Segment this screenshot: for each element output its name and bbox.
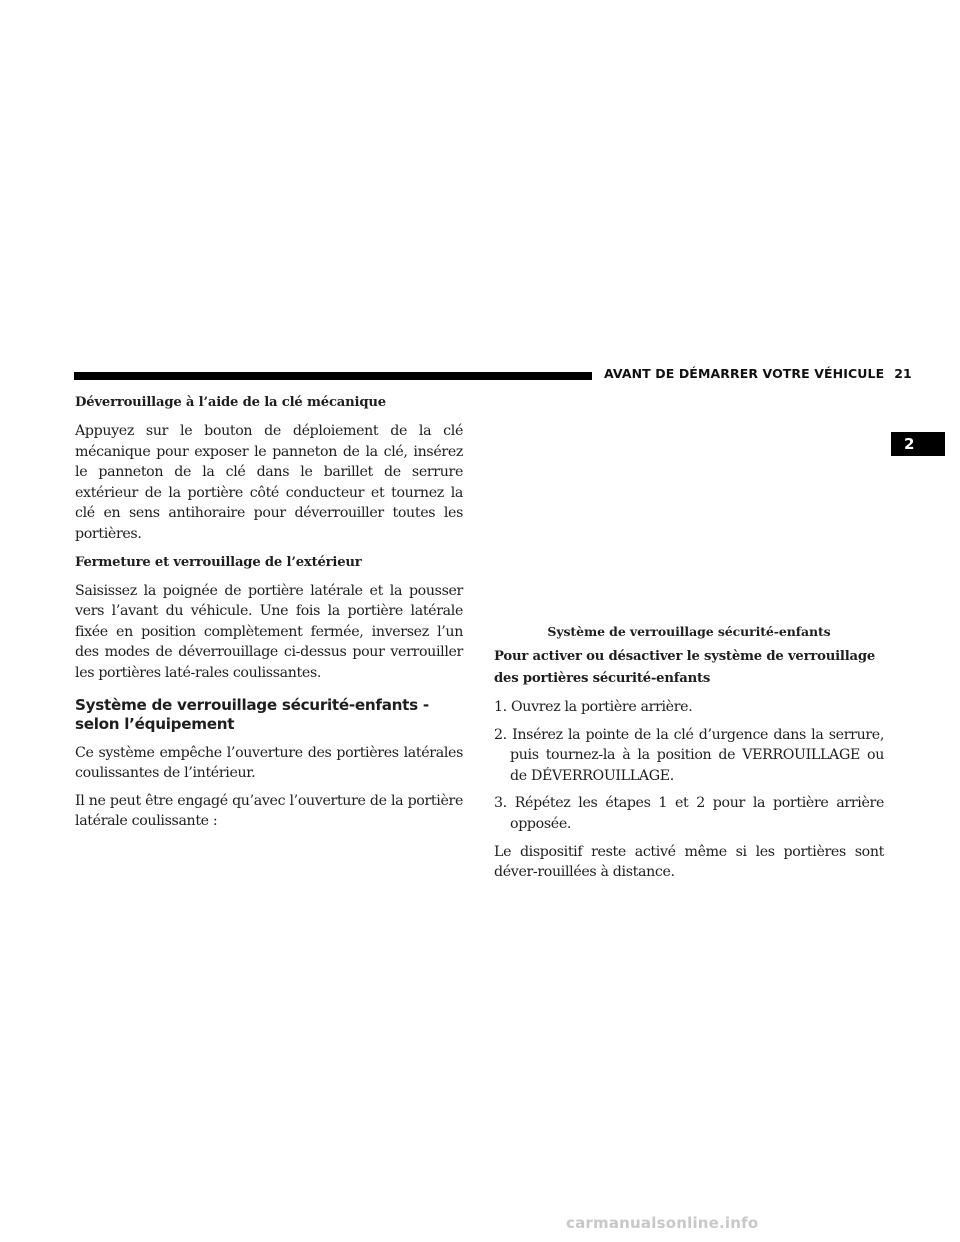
- figure-caption: Système de verrouillage sécurité-enfants: [547, 624, 831, 639]
- subheading-mechanical-key-unlock: Déverrouillage à l’aide de la clé mécanique: [75, 395, 386, 410]
- page-number: 21: [894, 366, 912, 381]
- watermark: carmanualsonline.info: [566, 1214, 759, 1232]
- section-title-child-lock: Système de verrouillage sécurité-enfants - selon l’équipement: [75, 695, 429, 733]
- paragraph: Appuyez sur le bouton de déploiement de la clé mécanique pour exposer le panneton de la clé, insérez le panneton de la clé dans le barillet de serrure extérieur de la portière côté conducteur et tournez la clé en sens antihoraire pour déverrouiller toutes les portières.: [75, 423, 463, 542]
- subheading-activate-child-lock: Pour activer ou désactiver le système de verrouillage des portières sécurité-enfants: [494, 649, 876, 686]
- paragraph: Le dispositif reste activé même si les portières sont déver-rouillées à distance.: [494, 843, 884, 881]
- step-item: 1. Ouvrez la portière arrière.: [494, 699, 693, 715]
- paragraph: Saisissez la poignée de portière latérale et la pousser vers l’avant du véhicule. Une fois la portière latérale fixée en position complètement fermée, inversez l’un des modes de déverrouillage ci-dessus pour verrouiller les portières laté-rales coulissantes.: [75, 582, 463, 681]
- step-item: 3. Répétez les étapes 1 et 2 pour la portière arrière opposée.: [494, 795, 884, 832]
- steps-list: [494, 697, 884, 835]
- right-column: [494, 624, 884, 890]
- subheading-closing-locking-outside: Fermeture et verrouillage de l’extérieur: [75, 554, 362, 570]
- step-item: 2. Insérez la pointe de la clé d’urgence dans la serrure, puis tournez-la à la position de VERROUILLAGE ou de DÉVERROUILLAGE.: [494, 726, 884, 784]
- running-header: [604, 366, 912, 381]
- paragraph: Il ne peut être engagé qu’avec l’ouverture de la portière latérale coulissante :: [75, 792, 463, 830]
- paragraph: Ce système empêche l’ouverture des portières latérales coulissantes de l’intérieur.: [75, 744, 463, 782]
- header-title: AVANT DE DÉMARRER VOTRE VÉHICULE: [604, 366, 885, 381]
- left-column: [75, 392, 463, 839]
- header-rule: [74, 372, 592, 380]
- chapter-tab: 2: [891, 432, 945, 456]
